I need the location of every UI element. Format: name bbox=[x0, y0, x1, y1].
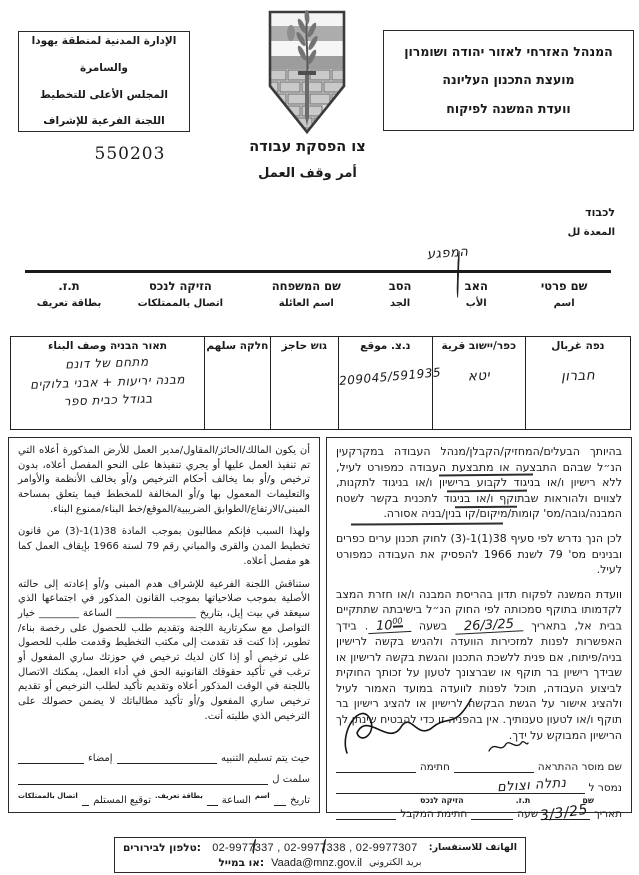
id-small-label: ת.ז. bbox=[515, 796, 531, 806]
relation-small-label-ar: اتصال بالممتلكات bbox=[17, 792, 78, 800]
notice-delivery-label: حيث يتم تسليم التنبيه bbox=[221, 753, 310, 764]
recipient-label-ar: توقيع المستلم bbox=[93, 795, 151, 806]
handwritten-description: מתחם של דונם מבנה יריעות + אבני בלוקים בגודל כבית ספר bbox=[29, 354, 186, 409]
authority-line: الإدارة المدنية لمنطقة يهودا والسامرة bbox=[31, 34, 177, 74]
handwritten-addressee-note: המפגע bbox=[426, 244, 469, 263]
arabic-paragraph-3: ستناقش اللجنة الفرعية للإشراف هدم المبنى و/أو إعادته إلى حالته الأصلية بموجب صلاحياتها بموجب القانون المذكور في اجتماعها الذي سيعقد في بيت إيل، بتاريخ ________________ الساعة ________ خيار التواصل مع سكرتارية اللجنة وتقديم طلب للحصول على رخصة بناء/ تطوير، إذا كنت قد تقدمت إلى مكتب التخطيط وقدمت طلب للحصول على ترخيص أو إذا كان لديك ترخيص في حوزتك ساري المفعول أو ترغب في تأكيد حقوقك القانونية الحق في أداء العمل، يمكنك الاتصال باللجنة في الوقت المذكور أعلاه وتقديم تأكيد لطلب الترخيص أو تقديم ترخيص ساري المفعول و/أو تأكيد مطالباتك لا يضمن حصولك على الترخيص الذي طلبته أنت. bbox=[18, 578, 310, 722]
cell-coordinates: נ.צ. موقع 209045/591935 bbox=[338, 337, 432, 429]
email-line bbox=[123, 857, 517, 869]
email-address: Vaada@mnz.gov.il bbox=[271, 856, 362, 869]
cell-block: גוש حاجز bbox=[270, 337, 338, 429]
date-label-ar: تاريخ bbox=[290, 795, 310, 806]
column-id-number: ת.ז. بطاقة تعريف bbox=[36, 279, 102, 309]
delivered-label: נמסר ל bbox=[588, 782, 622, 795]
military-emblem-icon bbox=[264, 8, 350, 136]
cell-construction-description: תאור הבניה وصف البناء מתחם של דונם מבנה יריעות + אבני בלוקים בגודל כבית ספר bbox=[11, 337, 204, 429]
issuer-name-blank bbox=[454, 759, 534, 773]
document-title-hebrew: צו הפסקת עבודה bbox=[249, 139, 366, 155]
delivered-label-ar: سلمت ل bbox=[272, 774, 310, 785]
date-blank-ar bbox=[274, 792, 286, 806]
column-grandfather: הסב الجد bbox=[388, 279, 412, 309]
authority-line: וועדת המשנה לפיקוח bbox=[446, 100, 571, 116]
contact-info-box bbox=[114, 837, 526, 873]
hebrew-signature-block bbox=[336, 752, 622, 825]
handwritten-coordinates: 209045/591935 bbox=[338, 365, 442, 389]
name-small-label: שם bbox=[582, 796, 594, 806]
date-label: תאריך bbox=[594, 808, 622, 821]
email-label-hebrew: או במייל: bbox=[218, 856, 265, 869]
delivered-blank bbox=[336, 775, 585, 796]
recipient-signature-label: חתימת המקבל bbox=[400, 808, 468, 821]
authority-line: اللجنة الفرعية للإشراف bbox=[43, 115, 165, 128]
arabic-paragraph-1: أن يكون المالك/الحائز/المقاول/مدير العمل للأرض المذكورة أعلاه التي تم تنفيذ العمل عليها أو يجري تنفيذها على النحو المفصل أعلاه، بدون ترخيص و/أو بما يخالف أحكام الترخيص و/أو يخالف الأنظمة والأوامر والتعليمات المعمول بها و/أو المخالفة للمخطط فيما يتعلق بمساحة المبنى/الارتفاع/الطوابق الضريبية/الموقع/خط البناء/ممنوع البناء. bbox=[18, 445, 310, 515]
email-label-arabic: بريد الكتروني bbox=[368, 857, 422, 868]
hour-blank-ar bbox=[207, 792, 218, 806]
id-small-label-ar: بطاقة تعريف. bbox=[154, 792, 203, 800]
persons-table-header bbox=[25, 279, 611, 309]
phone-label-arabic: الهاتف للاستفسار: bbox=[428, 842, 517, 853]
table-rule bbox=[25, 270, 611, 273]
notice-delivery-blank bbox=[117, 750, 217, 764]
hebrew-paragraph-3: וועדת המשנה לפקוח תדון בהריסת המבנה ו/או חזרת המצב לקדמותו בתוקף סמכותה לפי החוק הנ״ל בישיבתה שתתקיים בבית אל, בתאריך 26/3/25 בשעה $10^{00}$. בידך האפשרות לפנות למזכירות הוועדה ולהגיש בקשה לרישיון בניה/פיתוח, אם פנית ללשכת התכנון והגשת בקשה לרישיון או שבידך רישיון בר תוקף או שברצונך לטעון על זכותך החוקית לביצוע העבודה, תוכל לפנות לוועדה במועד האמור לעיל ולהציג אישור על הגשת הבקשה לרישיון או להציג רישיון בר תוקף ו/או לטעון טענותיך. אין בהפניה זו כדי להבטיח שינתן לך הרישיון המבוקש על ידך. bbox=[336, 587, 623, 742]
issuer-name-scribble bbox=[487, 738, 529, 756]
arabic-authority-box bbox=[18, 31, 190, 132]
authority-line: המנהל האזרחי לאזור יהודה ושומרון bbox=[404, 44, 613, 60]
phone-numbers: 02-9977337 , 02-9977338 , 02-9977307 bbox=[212, 841, 418, 854]
arabic-paragraph-2: ولهذا السبب فإنكم مطالبون بموجب المادة 38(1)1-(3) من قانون تخطيط المدن والقرى والمباني رقم 79 لسنة 1966 بإيقاف العمل كما هو مفصل أعلاه. bbox=[18, 526, 310, 567]
relation-small-label: הזיקה לנכס bbox=[419, 796, 464, 806]
authority-line: المجلس الأعلى للتخطيط bbox=[40, 88, 168, 101]
hour-label-ar: الساعة bbox=[221, 795, 251, 806]
hour-blank bbox=[471, 806, 513, 820]
column-property-relation: הזיקה לנכס اتصال بالممتلكات bbox=[137, 279, 224, 309]
arabic-delivery-block bbox=[18, 743, 310, 806]
date-row-ar bbox=[18, 792, 310, 806]
date-blank bbox=[539, 802, 590, 825]
sign-blank bbox=[18, 750, 84, 764]
delivered-to-row-ar bbox=[18, 771, 310, 785]
handwritten-delivered-note: נתלה וצולם bbox=[496, 775, 568, 796]
notice-delivery-row bbox=[18, 750, 310, 764]
issuer-row bbox=[336, 759, 622, 773]
date-row bbox=[336, 802, 622, 825]
addressee-hebrew: לכבוד bbox=[585, 206, 615, 219]
sign-label: إمضاء bbox=[88, 753, 113, 764]
recipient-signature-blank bbox=[336, 806, 396, 820]
handwritten-hearing-date: 26/3/25 bbox=[455, 618, 524, 636]
phone-label-hebrew: טלפון לבירורים: bbox=[123, 841, 201, 854]
delivered-blank-ar bbox=[18, 771, 268, 785]
handwritten-district: חברון bbox=[560, 367, 596, 385]
name-small-label-ar: اسم bbox=[254, 792, 270, 800]
handwritten-delivery-date: 3/3/25 bbox=[539, 802, 590, 825]
recipient-blank-ar bbox=[82, 792, 89, 806]
pen-underline bbox=[351, 522, 503, 525]
cell-parcel: חלקה سلهم bbox=[204, 337, 269, 429]
arabic-order-text-box bbox=[8, 437, 320, 813]
signature-label: חתימה bbox=[419, 761, 450, 774]
column-family-name: שם המשפחה اسم العائلة bbox=[271, 279, 341, 309]
hebrew-order-text-box bbox=[326, 437, 632, 825]
cell-district: נפה غربال חברון bbox=[525, 337, 630, 429]
location-table bbox=[10, 336, 631, 430]
addressee-arabic: المعدة لل bbox=[567, 227, 615, 238]
hebrew-authority-box bbox=[383, 30, 634, 131]
hebrew-paragraph-1: בהיותך הבעלים/המחזיק/הקבלן/מנהל העבודה במקרקעין הנ״ל שבהם התבצעה או מתבצעת העבודה כמפורט לעיל, ללא רישיון ו/או בניגוד לקבוע ברישיון ו/או בניגוד לתקנות, לצווים ולהוראות שבתוקף ו/או בניגוד לתכנית בקשר לשטח המבנה/גובה/מס' קומות/מיקום/קו בנין/בניה אסורה. bbox=[336, 445, 622, 521]
phone-line bbox=[123, 842, 517, 854]
handwritten-village: יטא bbox=[467, 367, 491, 385]
column-father: האב الأب bbox=[464, 279, 488, 309]
issuer-label: שם מוסר ההתראה bbox=[537, 761, 622, 774]
order-number: 550203 bbox=[94, 144, 166, 164]
authority-line: מועצת התכנון העליונה bbox=[442, 72, 575, 88]
signature-blank bbox=[336, 759, 416, 773]
document-title-arabic: أمر وقف العمل bbox=[258, 166, 357, 181]
hour-label: שעה bbox=[517, 808, 539, 821]
delivered-to-row bbox=[336, 775, 622, 796]
hebrew-paragraph-2: לכן הנך נדרש לפי סעיף 38(1)1-(3) לחוק תכנון ערים כפרים ובנינים מס' 79 לשנת 1966 להפסיק את העבודה כמפורט לעיל. bbox=[336, 532, 622, 577]
column-first-name: שם פרטי اسم bbox=[540, 279, 588, 309]
issuer-signature-scribble bbox=[337, 693, 477, 761]
handwritten-hearing-time: $10^{00}$ bbox=[368, 617, 411, 635]
cell-village: כפר/יישוב قرية יטא bbox=[432, 337, 525, 429]
